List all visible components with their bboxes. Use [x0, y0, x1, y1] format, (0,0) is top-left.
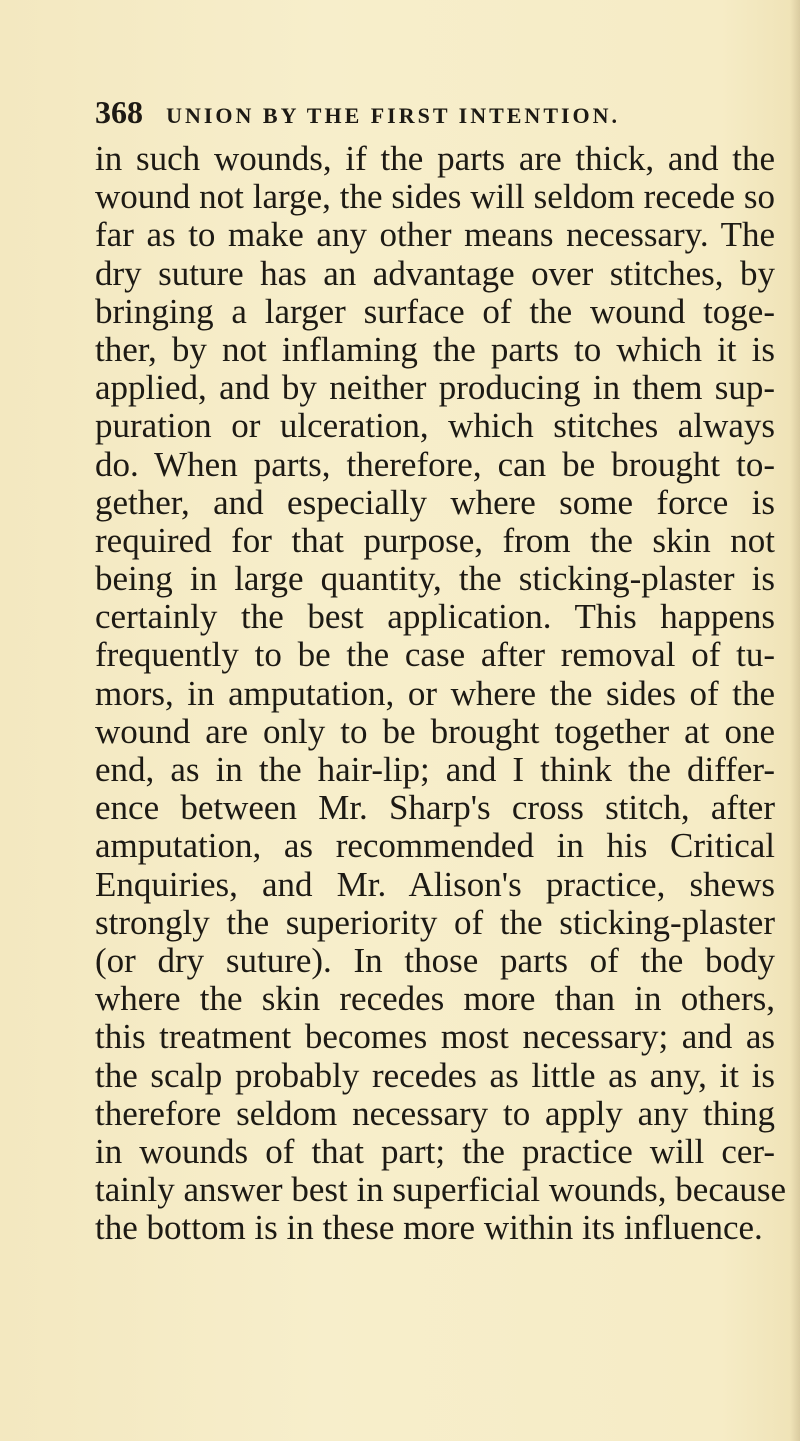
text-line: bringing a larger surface of the wound toge-	[95, 291, 775, 331]
text-line: the scalp probably recedes as little as any, it is	[95, 1055, 775, 1095]
text-line: wound not large, the sides will seldom recede so	[95, 177, 775, 217]
page-number: 368	[95, 94, 143, 130]
text-line: in wounds of that part; the practice will cer-	[95, 1131, 775, 1171]
page-edge-shadow	[790, 0, 800, 1441]
text-line: certainly the best application. This happens	[95, 597, 775, 637]
text-line: wound are only to be brought together at one	[95, 711, 775, 751]
text-line: where the skin recedes more than in others,	[95, 979, 775, 1019]
text-line: required for that purpose, from the skin not	[95, 520, 775, 560]
text-line: dry suture has an advantage over stitches, by	[95, 253, 775, 293]
text-line: being in large quantity, the sticking-plaster is	[95, 559, 775, 599]
text-line: do. When parts, therefore, can be brought to-	[95, 444, 775, 484]
text-line: puration or ulceration, which stitches always	[95, 406, 775, 446]
text-line: the bottom is in these more within its influence.	[95, 1208, 763, 1248]
text-line: tainly answer best in superficial wounds, because	[95, 1170, 787, 1210]
text-line: mors, in amputation, or where the sides of the	[95, 673, 775, 713]
text-line: end, as in the hair-lip; and I think the differ-	[95, 750, 775, 789]
text-line: frequently to be the case after removal of tu-	[95, 635, 775, 675]
running-header	[95, 94, 755, 134]
text-line: strongly the superiority of the sticking-plaster	[95, 902, 775, 942]
running-title: UNION BY THE FIRST INTENTION.	[166, 103, 621, 128]
text-line: this treatment becomes most necessary; and as	[95, 1017, 775, 1057]
text-line: in such wounds, if the parts are thick, and the	[95, 139, 775, 178]
text-line: ther, by not inflaming the parts to which it is	[95, 329, 775, 369]
text-line: Enquiries, and Mr. Alison's practice, shews	[95, 864, 775, 904]
body-text	[95, 139, 787, 1248]
text-line: (or dry suture). In those parts of the body	[95, 940, 775, 980]
text-line: ence between Mr. Sharp's cross stitch, after	[95, 788, 775, 828]
text-line: amputation, as recommended in his Critical	[95, 826, 775, 866]
text-line: applied, and by neither producing in them sup-	[95, 368, 775, 408]
text-line: therefore seldom necessary to apply any thing	[95, 1093, 775, 1133]
text-line: far as to make any other means necessary. The	[95, 215, 775, 255]
text-line: gether, and especially where some force is	[95, 482, 775, 522]
